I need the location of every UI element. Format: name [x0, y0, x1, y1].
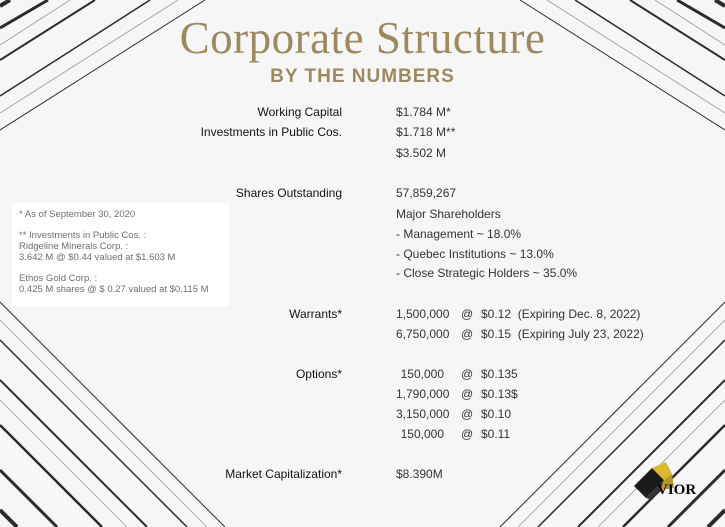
warrant-price — [481, 327, 644, 341]
option-price: $0.10 — [481, 407, 512, 421]
footnote-investments-heading: ** Investments in Public Cos. : — [19, 230, 147, 241]
shareholder-item: - Quebec Institutions ~ 13.0% — [396, 247, 554, 261]
option-price: $0.13$ — [481, 387, 518, 401]
page-title: Corporate Structure — [179, 13, 546, 63]
warrant-qty: 1,500,000 — [396, 307, 450, 321]
warrant-expiry: (Expiring July 23, 2022) — [517, 327, 644, 341]
footnotes-box — [12, 203, 229, 306]
footnote-asof: * As of September 30, 2020 — [19, 209, 136, 220]
page-subtitle: BY THE NUMBERS — [270, 66, 455, 87]
option-at: @ — [461, 427, 474, 441]
shareholder-item: - Management ~ 18.0% — [396, 227, 522, 241]
options-label: Options* — [295, 367, 342, 381]
option-at: @ — [461, 367, 474, 381]
investments-label: Investments in Public Cos. — [200, 125, 342, 139]
financial-total-value: $3.502 M — [396, 146, 447, 160]
investments-value: $1.718 M** — [396, 125, 456, 139]
warrant-at: @ — [461, 307, 474, 321]
warrants-label: Warrants* — [289, 307, 342, 321]
working-capital-value: $1.784 M* — [396, 105, 451, 119]
option-at: @ — [461, 387, 474, 401]
market-cap-label: Market Capitalization* — [225, 467, 342, 481]
option-price: $0.135 — [481, 367, 518, 381]
option-qty: 3,150,000 — [396, 407, 450, 421]
footnote-ridgeline-name: Ridgeline Minerals Corp. : — [19, 241, 129, 252]
shares-outstanding-label: Shares Outstanding — [235, 186, 342, 200]
option-price: $0.11 — [481, 427, 511, 441]
shareholder-item: - Close Strategic Holders ~ 35.0% — [396, 266, 578, 280]
warrant-price-value: $0.12 — [481, 307, 512, 321]
warrant-expiry: (Expiring Dec. 8, 2022) — [517, 307, 641, 321]
logo-text: VIOR — [657, 482, 697, 498]
market-cap-value: $8.390M — [396, 467, 443, 481]
warrant-qty: 6,750,000 — [396, 327, 450, 341]
option-qty: 150,000 — [400, 427, 444, 441]
footnote-ridgeline-detail: 3.642 M @ $0.44 valued at $1.603 M — [19, 252, 176, 263]
option-qty: 1,790,000 — [396, 387, 450, 401]
footnote-ethos-name: Ethos Gold Corp. : — [19, 273, 98, 284]
warrant-price-value: $0.15 — [481, 327, 512, 341]
working-capital-label: Working Capital — [257, 105, 342, 119]
option-at: @ — [461, 407, 474, 421]
option-qty: 150,000 — [400, 367, 444, 381]
warrant-at: @ — [461, 327, 474, 341]
warrant-price — [481, 307, 640, 321]
shares-outstanding-value: 57,859,267 — [396, 186, 457, 200]
major-shareholders-heading: Major Shareholders — [396, 207, 501, 221]
footnote-ethos-detail: 0.425 M shares @ $ 0.27 valued at $0.115 M — [19, 284, 209, 295]
